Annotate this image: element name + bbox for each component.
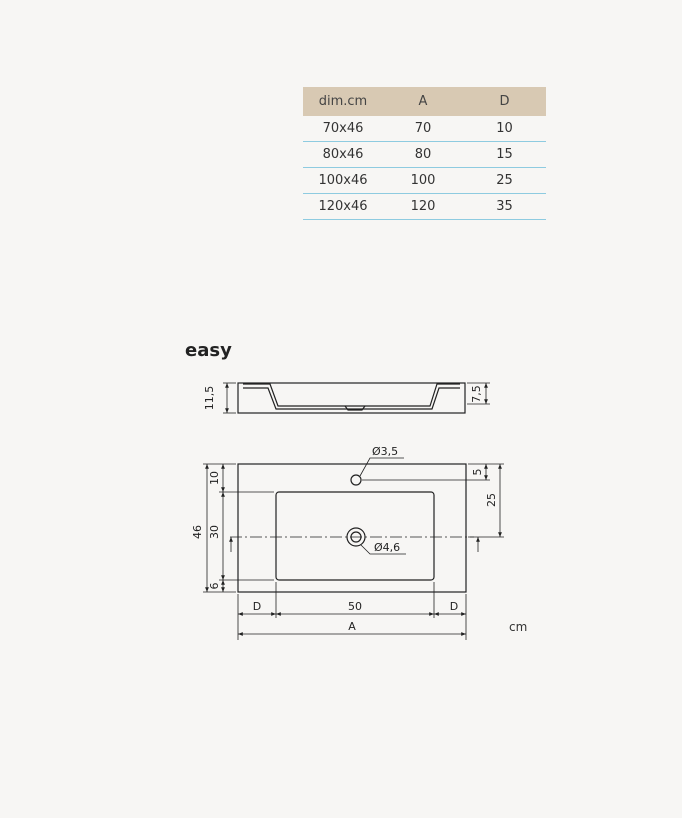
left-margin-label: D <box>252 600 262 613</box>
basin-outline <box>276 492 434 580</box>
table-cell: 70 <box>383 116 463 142</box>
table-cell: 10 <box>463 116 546 142</box>
table-cell: 25 <box>463 168 546 194</box>
total-depth-label: 46 <box>191 525 204 539</box>
side-view <box>223 383 490 413</box>
tap-hole-label: Ø3,5 <box>372 445 399 458</box>
header-d: D <box>463 87 546 116</box>
table-cell: 35 <box>463 194 546 220</box>
table-cell: 120 <box>383 194 463 220</box>
basin-width-label: 50 <box>348 600 362 613</box>
side-depth-label: 7,5 <box>470 385 483 403</box>
header-dim: dim.cm <box>303 87 383 116</box>
side-height-label: 11,5 <box>203 385 216 411</box>
tap-offset-label: 5 <box>471 468 484 476</box>
table-cell: 70x46 <box>303 116 383 142</box>
drain-label: Ø4,6 <box>374 541 401 554</box>
basin-depth-label: 30 <box>208 525 221 539</box>
table-cell: 100x46 <box>303 168 383 194</box>
header-a: A <box>383 87 463 116</box>
unit-label: cm <box>509 620 528 634</box>
right-margin-label: D <box>449 600 459 613</box>
basin-profile <box>243 384 460 406</box>
drain-offset-label: 25 <box>485 493 498 507</box>
tap-hole-icon <box>351 475 361 485</box>
product-title: easy <box>185 340 232 361</box>
top-view <box>230 458 474 592</box>
table-cell: 15 <box>463 142 546 168</box>
back-margin-label: 6 <box>208 582 221 590</box>
tap-leader <box>360 458 404 476</box>
table-cell: 100 <box>383 168 463 194</box>
table-cell: 80x46 <box>303 142 383 168</box>
overall-width-label: A <box>348 620 356 633</box>
right-dimensions <box>362 464 504 552</box>
front-margin-label: 10 <box>208 471 221 485</box>
table-cell: 80 <box>383 142 463 168</box>
table-cell: 120x46 <box>303 194 383 220</box>
